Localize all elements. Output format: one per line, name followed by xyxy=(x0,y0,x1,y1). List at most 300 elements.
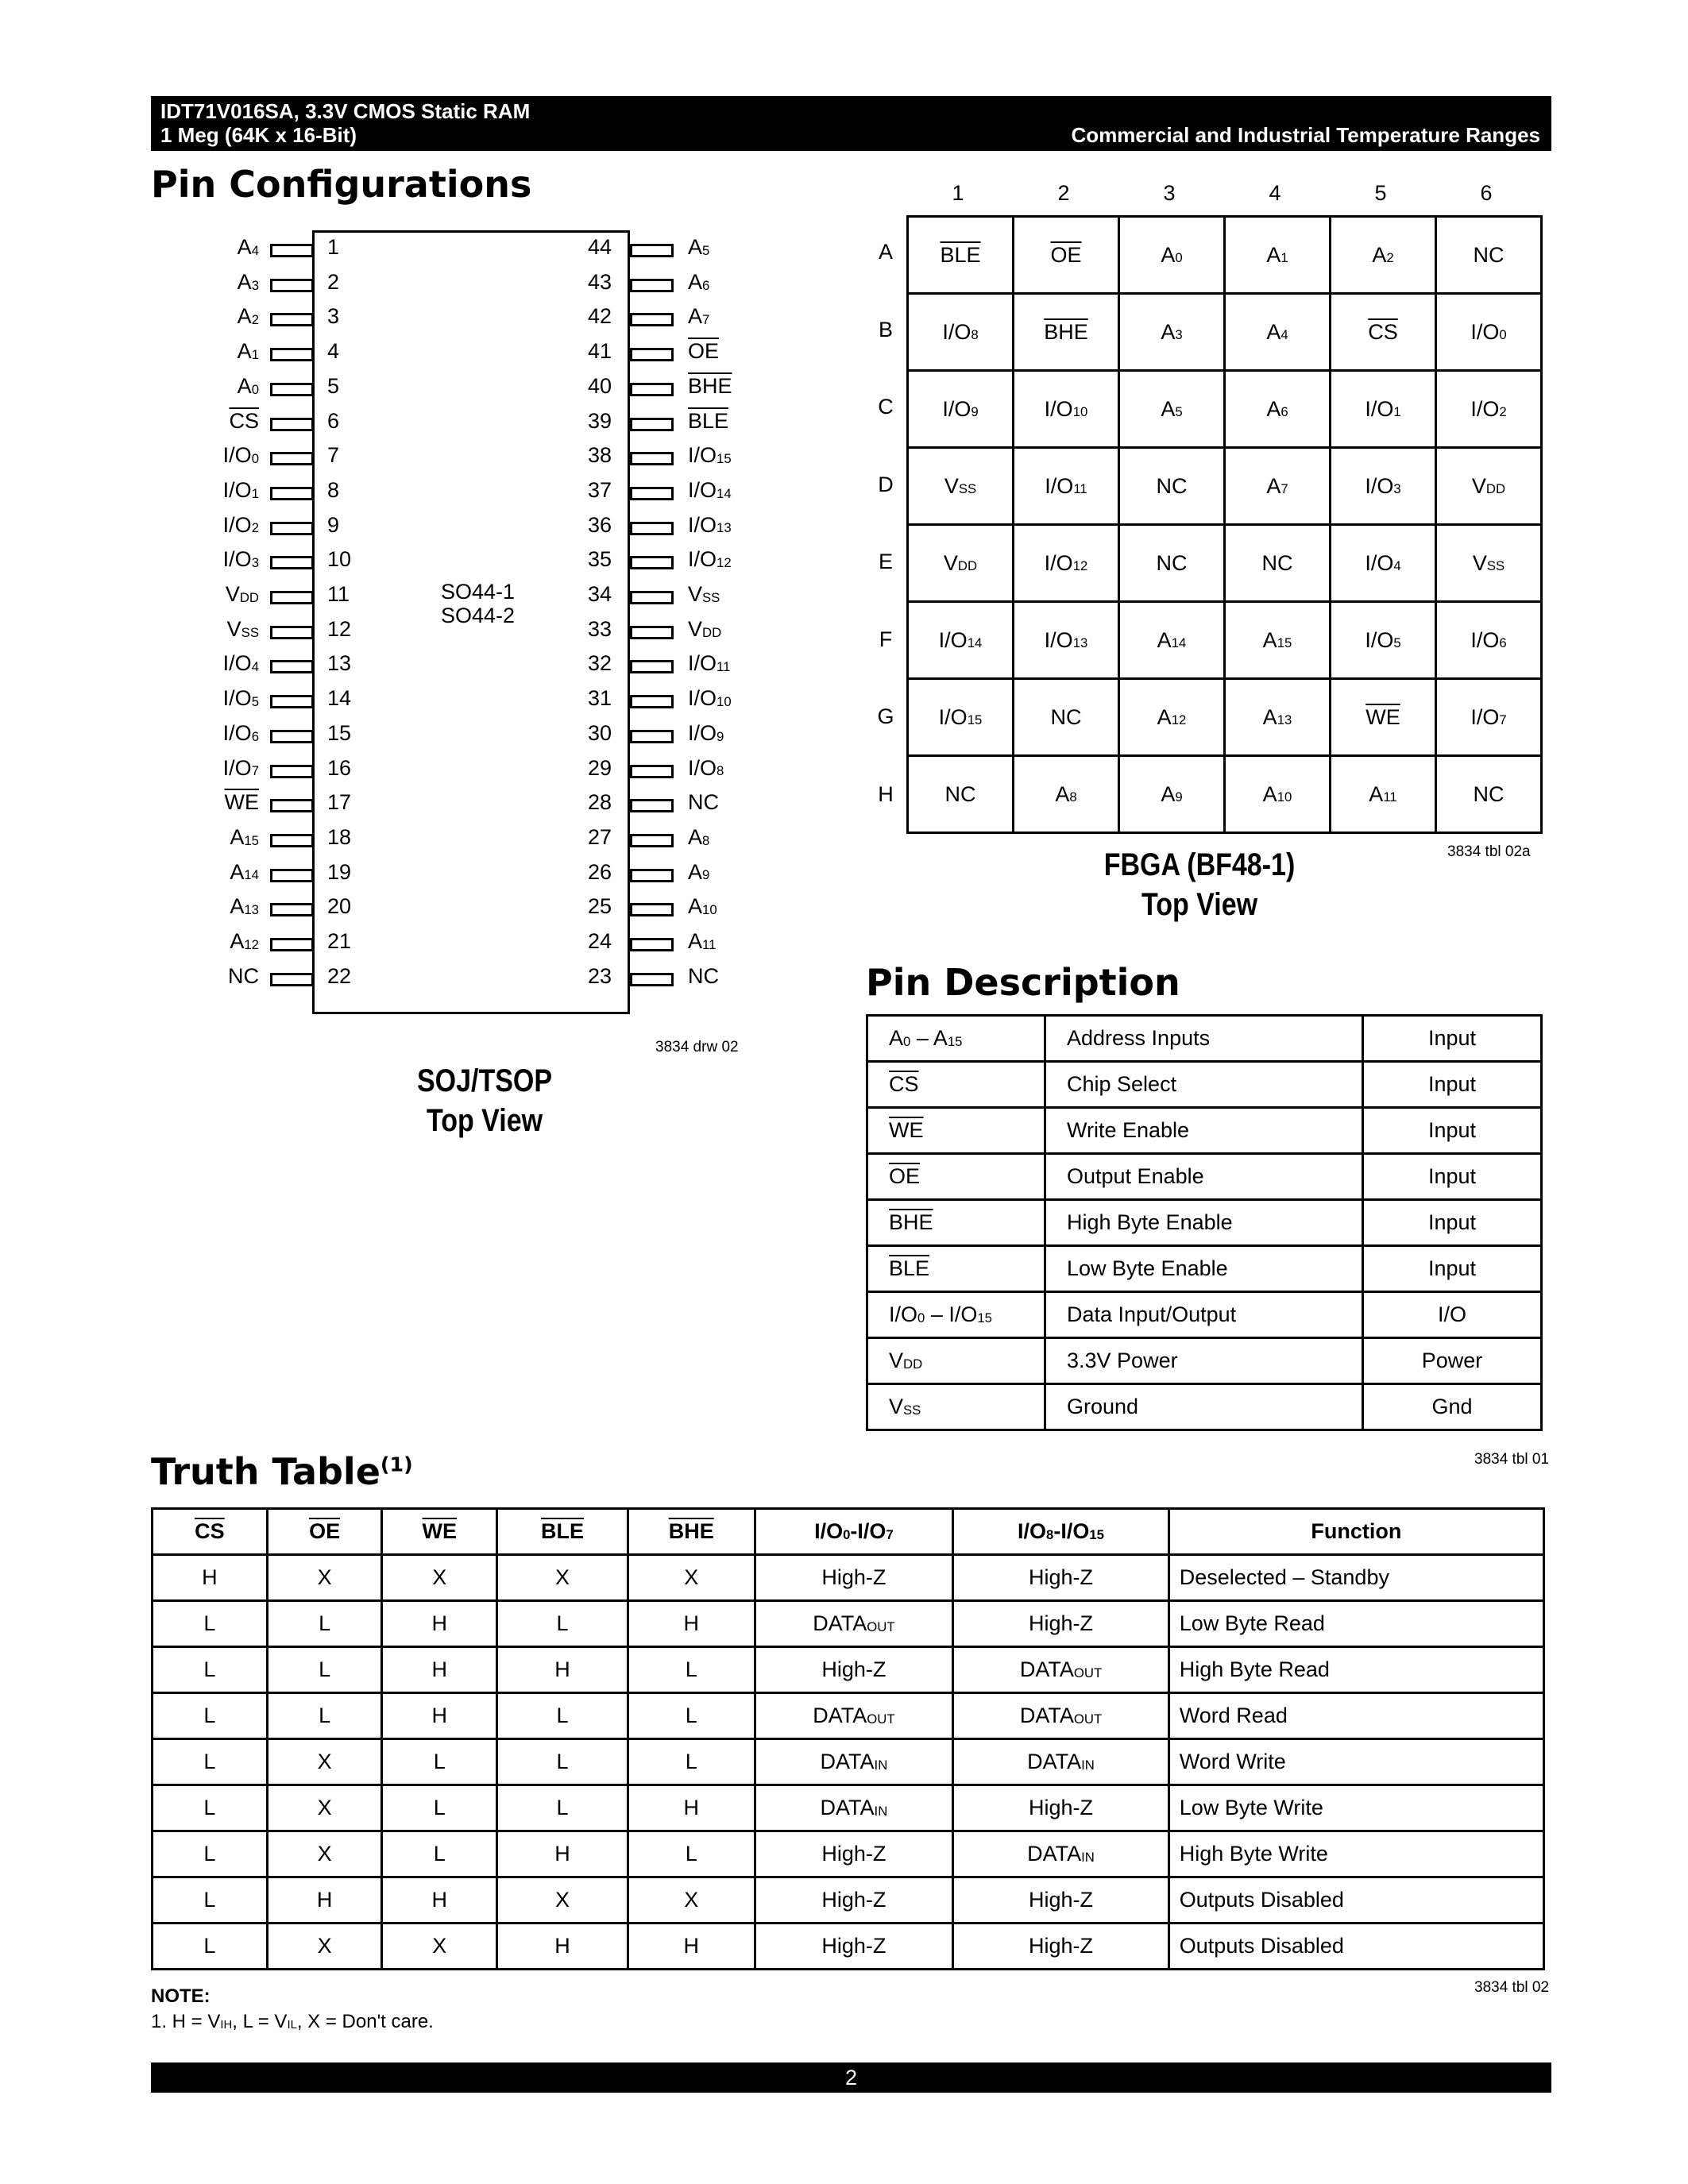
truth-table-cell: L xyxy=(628,1739,755,1785)
pin-lead-16 xyxy=(270,765,314,778)
pin-name-13: $I/O_4$ xyxy=(222,651,259,676)
pin-desc: Low Byte Enable xyxy=(1045,1246,1363,1292)
truth-table-cell: L xyxy=(153,1924,268,1970)
pin-name-12: $V_{SS}$ xyxy=(226,616,259,641)
truth-table-cell: H xyxy=(497,1831,628,1877)
note-text: 1. $H = V_{IH}$, $L = V_{IL}$, X = Don't care. xyxy=(151,2011,434,2032)
pin-name-16: $I/O_7$ xyxy=(222,755,259,780)
fbga-ball: $V_{DD}$ xyxy=(1436,448,1542,525)
fbga-row-header: H xyxy=(878,781,894,806)
package-line1: SO44-1 xyxy=(441,580,516,604)
truth-table-cell: L xyxy=(153,1739,268,1785)
truth-table-cell: $DATA_{OUT}$ xyxy=(755,1693,953,1739)
truth-table-cell: L xyxy=(153,1647,268,1693)
pin-lead-44 xyxy=(630,244,674,257)
pin-lead-41 xyxy=(630,348,674,361)
truth-table-cell: X xyxy=(382,1924,497,1970)
truth-table-row xyxy=(153,1924,1544,1970)
pin-number-24: 24 xyxy=(587,929,612,953)
truth-table-cell: H xyxy=(628,1601,755,1647)
pin-number-19: 19 xyxy=(327,859,352,884)
truth-table-cell: X xyxy=(267,1831,382,1877)
pin-symbol: $V_{DD}$ xyxy=(867,1338,1045,1384)
fbga-ball: $\overline{BHE}$ xyxy=(1014,294,1119,371)
pin-number-14: 14 xyxy=(327,686,352,711)
pin-number-6: 6 xyxy=(327,408,340,433)
truth-table-cell: Word Write xyxy=(1168,1739,1543,1785)
fbga-ball: $\overline{OE}$ xyxy=(1014,217,1119,294)
fbga-ball: $A_6$ xyxy=(1225,371,1331,448)
pin-name-44: $A_5$ xyxy=(688,235,710,259)
pin-type: Input xyxy=(1363,1062,1542,1108)
pin-number-38: 38 xyxy=(587,443,612,468)
pin-number-2: 2 xyxy=(327,269,340,294)
fbga-row-header: A xyxy=(878,240,893,264)
pin-name-41: $\overline{OE}$ xyxy=(688,339,720,364)
truth-table-cell: X xyxy=(267,1924,382,1970)
fbga-ball: $A_2$ xyxy=(1331,217,1436,294)
fbga-ball: $A_7$ xyxy=(1225,448,1331,525)
pin-symbol: $\overline{BLE}$ xyxy=(867,1246,1045,1292)
fbga-col-header: 5 xyxy=(1374,181,1387,205)
pin-lead-37 xyxy=(630,487,674,500)
fbga-ball: NC xyxy=(1225,525,1331,602)
pin-symbol: $\overline{BHE}$ xyxy=(867,1200,1045,1246)
truth-table-cell: L xyxy=(153,1601,268,1647)
pin-number-26: 26 xyxy=(587,859,612,884)
pin-description-row xyxy=(867,1154,1542,1200)
package-line2: SO44-2 xyxy=(441,604,516,627)
fbga-col-header: 4 xyxy=(1269,181,1281,205)
truth-table-cell: L xyxy=(382,1831,497,1877)
pin-lead-34 xyxy=(630,591,674,604)
pin-number-16: 16 xyxy=(327,755,352,780)
truth-table-cell: L xyxy=(497,1601,628,1647)
truth-table-cell: H xyxy=(153,1555,268,1601)
pin-number-21: 21 xyxy=(327,929,352,953)
truth-table-cell: High-Z xyxy=(953,1877,1169,1924)
pin-lead-33 xyxy=(630,626,674,639)
truth-table-cell: L xyxy=(267,1601,382,1647)
pin-symbol: $\overline{WE}$ xyxy=(867,1108,1045,1154)
truth-table-row xyxy=(153,1739,1544,1785)
fbga-ball: $A_9$ xyxy=(1119,756,1225,833)
pin-number-8: 8 xyxy=(327,477,340,502)
pin-name-20: $A_{13}$ xyxy=(230,894,259,919)
fbga-ball: $I/O_0$ xyxy=(1436,294,1542,371)
fbga-ball: $I/O_4$ xyxy=(1331,525,1436,602)
pin-number-4: 4 xyxy=(327,339,340,364)
pin-lead-29 xyxy=(630,765,674,778)
fbga-ball: $\overline{BLE}$ xyxy=(908,217,1014,294)
pin-number-11: 11 xyxy=(327,582,350,606)
truth-table-header: $\overline{WE}$ xyxy=(382,1509,497,1555)
truth-table-row xyxy=(153,1831,1544,1877)
pin-name-17: $\overline{WE}$ xyxy=(224,790,259,815)
pin-number-18: 18 xyxy=(327,824,352,849)
pin-description-row xyxy=(867,1292,1542,1338)
pin-symbol: $\overline{CS}$ xyxy=(867,1062,1045,1108)
fbga-col-header: 3 xyxy=(1163,181,1176,205)
truth-table-note-ref: (1) xyxy=(380,1453,413,1476)
truth-table-row xyxy=(153,1785,1544,1831)
fbga-row-header: E xyxy=(878,550,893,573)
fbga-row xyxy=(908,217,1542,294)
pin-name-31: $I/O_{10}$ xyxy=(688,686,732,711)
pin-lead-23 xyxy=(630,973,674,986)
fbga-ball: $A_4$ xyxy=(1225,294,1331,371)
truth-table-cell: High-Z xyxy=(953,1601,1169,1647)
fbga-ball: $V_{DD}$ xyxy=(908,525,1014,602)
pin-number-40: 40 xyxy=(587,373,612,398)
pin-description-row xyxy=(867,1200,1542,1246)
fbga-ball-grid xyxy=(906,215,1543,834)
truth-table-cell: H xyxy=(628,1924,755,1970)
truth-table-cell: H xyxy=(382,1647,497,1693)
pin-lead-6 xyxy=(270,418,314,431)
pin-name-30: $I/O_9$ xyxy=(688,720,724,745)
pin-name-39: $\overline{BLE}$ xyxy=(688,408,729,433)
fbga-row-header: C xyxy=(878,395,894,419)
pin-name-36: $I/O_{13}$ xyxy=(688,512,732,537)
fbga-ball: $I/O_9$ xyxy=(908,371,1014,448)
truth-table-cell: H xyxy=(382,1601,497,1647)
fbga-ball: $I/O_8$ xyxy=(908,294,1014,371)
pin-lead-25 xyxy=(630,903,674,916)
pin-name-22: NC xyxy=(228,963,259,988)
pin-name-25: $A_{10}$ xyxy=(688,894,717,919)
truth-table-cell: L xyxy=(497,1739,628,1785)
truth-table-cell: High-Z xyxy=(755,1924,953,1970)
truth-table-cell: $DATA_{IN}$ xyxy=(953,1739,1169,1785)
pin-description-ref: 3834 tbl 01 xyxy=(1474,1451,1550,1468)
drawing-ref: 3834 drw 02 xyxy=(655,1039,739,1055)
header-range: Commercial and Industrial Temperature Ranges xyxy=(1071,123,1540,147)
fbga-view-line2: Top View xyxy=(1141,887,1258,922)
pin-number-39: 39 xyxy=(587,408,612,433)
truth-table-cell: L xyxy=(628,1693,755,1739)
header-title: IDT71V016SA, 3.3V CMOS Static RAM xyxy=(160,99,531,123)
truth-table-cell: X xyxy=(497,1555,628,1601)
fbga-ball: $\overline{WE}$ xyxy=(1331,679,1436,756)
pin-number-7: 7 xyxy=(327,443,340,468)
soj-view-caption xyxy=(350,1061,620,1140)
pin-number-33: 33 xyxy=(587,616,612,641)
truth-table-cell: H xyxy=(497,1647,628,1693)
pin-number-41: 41 xyxy=(587,339,612,364)
truth-table-header: $\overline{BLE}$ xyxy=(497,1509,628,1555)
truth-table-cell: L xyxy=(153,1785,268,1831)
soj-view-line1: SOJ/TSOP xyxy=(416,1063,553,1098)
pin-name-1: $A_4$ xyxy=(237,235,259,259)
fbga-view-line1: FBGA (BF48-1) xyxy=(1103,847,1296,882)
pin-name-33: $V_{DD}$ xyxy=(688,616,722,641)
pin-number-32: 32 xyxy=(587,651,612,676)
pin-type: Power xyxy=(1363,1338,1542,1384)
pin-lead-5 xyxy=(270,383,314,396)
pin-number-12: 12 xyxy=(327,616,352,641)
truth-table-cell: H xyxy=(382,1693,497,1739)
pin-lead-22 xyxy=(270,973,314,986)
pin-number-1: 1 xyxy=(327,235,340,259)
fbga-ball: NC xyxy=(1119,525,1225,602)
fbga-row xyxy=(908,679,1542,756)
truth-table-title-text: Truth Table xyxy=(151,1450,380,1493)
truth-table-cell: High-Z xyxy=(755,1877,953,1924)
pin-lead-18 xyxy=(270,834,314,847)
pin-lead-8 xyxy=(270,487,314,500)
pin-number-43: 43 xyxy=(587,269,612,294)
pin-number-30: 30 xyxy=(587,720,612,745)
truth-table-cell: $DATA_{IN}$ xyxy=(755,1739,953,1785)
truth-table-cell: High-Z xyxy=(755,1647,953,1693)
fbga-ball: $A_{13}$ xyxy=(1225,679,1331,756)
pin-lead-36 xyxy=(630,522,674,535)
truth-table-cell: H xyxy=(497,1924,628,1970)
pin-type: Input xyxy=(1363,1200,1542,1246)
pin-name-2: $A_3$ xyxy=(237,269,259,294)
fbga-row xyxy=(908,294,1542,371)
pin-description-row xyxy=(867,1108,1542,1154)
pin-symbol: $\overline{OE}$ xyxy=(867,1154,1045,1200)
pin-lead-28 xyxy=(630,799,674,812)
pin-type: Input xyxy=(1363,1246,1542,1292)
truth-table-cell: Word Read xyxy=(1168,1693,1543,1739)
pin-lead-3 xyxy=(270,313,314,326)
pin-name-23: NC xyxy=(688,963,719,988)
pin-name-35: $I/O_{12}$ xyxy=(688,547,732,572)
truth-table-cell: L xyxy=(153,1877,268,1924)
pin-number-9: 9 xyxy=(327,512,340,537)
truth-table-ref: 3834 tbl 02 xyxy=(1474,1979,1550,1996)
pin-name-8: $I/O_1$ xyxy=(222,477,259,502)
truth-table-row xyxy=(153,1877,1544,1924)
fbga-ball: $I/O_6$ xyxy=(1436,602,1542,679)
pin-name-29: $I/O_8$ xyxy=(688,755,724,780)
truth-table-row xyxy=(153,1555,1544,1601)
pin-name-40: $\overline{BHE}$ xyxy=(688,373,732,398)
truth-table-cell: $DATA_{OUT}$ xyxy=(755,1601,953,1647)
pin-symbol: $A_0 - A_{15}$ xyxy=(867,1016,1045,1062)
truth-table-header: $I/O_0-I/O_7$ xyxy=(755,1509,953,1555)
pin-name-28: NC xyxy=(688,790,719,815)
pin-name-27: $A_8$ xyxy=(688,824,710,849)
note-label: NOTE: xyxy=(151,1985,211,2007)
pin-lead-15 xyxy=(270,730,314,743)
pin-type: Gnd xyxy=(1363,1384,1542,1430)
pin-number-29: 29 xyxy=(587,755,612,780)
fbga-ball: $I/O_{11}$ xyxy=(1014,448,1119,525)
pin-lead-4 xyxy=(270,348,314,361)
pin-symbol: $I/O_0 - I/O_{15}$ xyxy=(867,1292,1045,1338)
fbga-ball: $V_{SS}$ xyxy=(908,448,1014,525)
pin-lead-9 xyxy=(270,522,314,535)
pin-lead-19 xyxy=(270,869,314,882)
fbga-ball: NC xyxy=(908,756,1014,833)
truth-table xyxy=(151,1507,1545,1970)
pin-description-row xyxy=(867,1384,1542,1430)
page-footer xyxy=(151,2062,1551,2093)
pin-name-10: $I/O_3$ xyxy=(222,547,259,572)
truth-table-cell: X xyxy=(497,1877,628,1924)
truth-table-row xyxy=(153,1647,1544,1693)
fbga-row-header: F xyxy=(879,627,893,651)
pin-name-38: $I/O_{15}$ xyxy=(688,443,732,468)
pin-desc: Chip Select xyxy=(1045,1062,1363,1108)
truth-table-cell: L xyxy=(628,1831,755,1877)
pin-name-42: $A_7$ xyxy=(688,304,710,329)
truth-table-cell: $DATA_{OUT}$ xyxy=(953,1693,1169,1739)
fbga-row-header: D xyxy=(878,472,894,496)
truth-table-cell: X xyxy=(267,1785,382,1831)
truth-table-cell: $DATA_{OUT}$ xyxy=(953,1647,1169,1693)
fbga-ball: NC xyxy=(1119,448,1225,525)
fbga-row xyxy=(908,525,1542,602)
truth-table-cell: $DATA_{IN}$ xyxy=(953,1831,1169,1877)
truth-table-cell: High-Z xyxy=(953,1924,1169,1970)
pin-name-37: $I/O_{14}$ xyxy=(688,477,732,502)
pin-number-17: 17 xyxy=(327,790,352,815)
fbga-row-header: B xyxy=(878,317,893,341)
pin-number-15: 15 xyxy=(327,720,352,745)
fbga-ball: $A_5$ xyxy=(1119,371,1225,448)
pin-name-19: $A_{14}$ xyxy=(230,859,259,884)
pin-description-row xyxy=(867,1016,1542,1062)
pin-name-21: $A_{12}$ xyxy=(230,929,259,953)
pin-lead-1 xyxy=(270,244,314,257)
fbga-col-header: 1 xyxy=(952,181,964,205)
truth-table-cell: High Byte Read xyxy=(1168,1647,1543,1693)
truth-table-cell: Deselected – Standby xyxy=(1168,1555,1543,1601)
pin-type: I/O xyxy=(1363,1292,1542,1338)
truth-table-cell: L xyxy=(628,1647,755,1693)
pin-lead-26 xyxy=(630,869,674,882)
pin-number-27: 27 xyxy=(587,824,612,849)
fbga-ball: $I/O_5$ xyxy=(1331,602,1436,679)
pin-name-43: $A_6$ xyxy=(688,269,710,294)
truth-table-cell: H xyxy=(382,1877,497,1924)
fbga-row-header: G xyxy=(877,704,894,728)
soj-view-line2: Top View xyxy=(426,1103,543,1138)
fbga-ball: $A_0$ xyxy=(1119,217,1225,294)
page-number: 2 xyxy=(844,2066,858,2089)
pin-desc: Write Enable xyxy=(1045,1108,1363,1154)
fbga-ball: NC xyxy=(1014,679,1119,756)
pin-number-3: 3 xyxy=(327,304,340,329)
pin-name-15: $I/O_6$ xyxy=(222,720,259,745)
truth-table-cell: X xyxy=(267,1555,382,1601)
pin-name-4: $A_1$ xyxy=(237,339,259,364)
truth-table-cell: L xyxy=(382,1739,497,1785)
fbga-ball: $A_{14}$ xyxy=(1119,602,1225,679)
pin-lead-30 xyxy=(630,730,674,743)
pin-number-22: 22 xyxy=(327,963,352,988)
pin-name-32: $I/O_{11}$ xyxy=(688,651,731,676)
pin-name-6: $\overline{CS}$ xyxy=(229,408,259,433)
pin-lead-12 xyxy=(270,626,314,639)
pin-lead-32 xyxy=(630,660,674,673)
pin-lead-42 xyxy=(630,313,674,326)
package-label xyxy=(441,580,515,627)
pin-number-25: 25 xyxy=(587,894,612,919)
truth-table-header-row xyxy=(153,1509,1544,1555)
pin-lead-24 xyxy=(630,938,674,951)
pin-desc: 3.3V Power xyxy=(1045,1338,1363,1384)
fbga-ball: NC xyxy=(1436,217,1542,294)
pin-lead-17 xyxy=(270,799,314,812)
truth-table-cell: Low Byte Read xyxy=(1168,1601,1543,1647)
pin-name-26: $A_9$ xyxy=(688,859,710,884)
pin-desc: Data Input/Output xyxy=(1045,1292,1363,1338)
pin-number-23: 23 xyxy=(587,963,612,988)
pin-number-36: 36 xyxy=(587,512,612,537)
pin-desc: Output Enable xyxy=(1045,1154,1363,1200)
pin-name-18: $A_{15}$ xyxy=(230,824,259,849)
fbga-col-header: 2 xyxy=(1057,181,1070,205)
pin-number-13: 13 xyxy=(327,651,352,676)
pin-lead-2 xyxy=(270,279,314,292)
fbga-ball: $A_{11}$ xyxy=(1331,756,1436,833)
header-subtitle: 1 Meg (64K x 16-Bit) xyxy=(160,123,357,147)
pin-number-42: 42 xyxy=(587,304,612,329)
truth-table-cell: Outputs Disabled xyxy=(1168,1877,1543,1924)
pin-name-24: $A_{11}$ xyxy=(688,929,717,953)
pin-lead-7 xyxy=(270,452,314,465)
fbga-ball: $I/O_1$ xyxy=(1331,371,1436,448)
truth-table-cell: X xyxy=(267,1739,382,1785)
pin-lead-27 xyxy=(630,834,674,847)
truth-table-cell: X xyxy=(382,1555,497,1601)
fbga-ball: $I/O_{12}$ xyxy=(1014,525,1119,602)
fbga-row xyxy=(908,602,1542,679)
fbga-ball: $I/O_7$ xyxy=(1436,679,1542,756)
fbga-ball: $I/O_{10}$ xyxy=(1014,371,1119,448)
truth-table-cell: L xyxy=(267,1647,382,1693)
truth-table-cell: L xyxy=(267,1693,382,1739)
truth-table-row xyxy=(153,1601,1544,1647)
pin-description-table xyxy=(866,1014,1543,1431)
fbga-ball: $A_{10}$ xyxy=(1225,756,1331,833)
pin-lead-13 xyxy=(270,660,314,673)
pin-description-row xyxy=(867,1338,1542,1384)
truth-table-cell: X xyxy=(628,1555,755,1601)
pin-name-9: $I/O_2$ xyxy=(222,512,259,537)
truth-table-cell: H xyxy=(628,1785,755,1831)
pin-name-34: $V_{SS}$ xyxy=(688,582,720,606)
pin-description-row xyxy=(867,1062,1542,1108)
pin-lead-38 xyxy=(630,452,674,465)
pin-type: Input xyxy=(1363,1016,1542,1062)
fbga-ball: $\overline{CS}$ xyxy=(1331,294,1436,371)
fbga-ball: $V_{SS}$ xyxy=(1436,525,1542,602)
fbga-row xyxy=(908,756,1542,833)
pin-number-10: 10 xyxy=(327,547,352,572)
truth-table-cell: High Byte Write xyxy=(1168,1831,1543,1877)
truth-table-cell: L xyxy=(497,1785,628,1831)
pin-number-44: 44 xyxy=(587,235,612,259)
truth-table-header: $\overline{BHE}$ xyxy=(628,1509,755,1555)
truth-table-cell: High-Z xyxy=(953,1785,1169,1831)
truth-table-row xyxy=(153,1693,1544,1739)
pin-lead-43 xyxy=(630,279,674,292)
pin-description-row xyxy=(867,1246,1542,1292)
pin-lead-31 xyxy=(630,695,674,708)
fbga-ball: $I/O_{13}$ xyxy=(1014,602,1119,679)
pin-number-34: 34 xyxy=(587,582,612,606)
fbga-ball: $A_3$ xyxy=(1119,294,1225,371)
fbga-ball: $I/O_2$ xyxy=(1436,371,1542,448)
pin-name-11: $V_{DD}$ xyxy=(225,582,259,606)
